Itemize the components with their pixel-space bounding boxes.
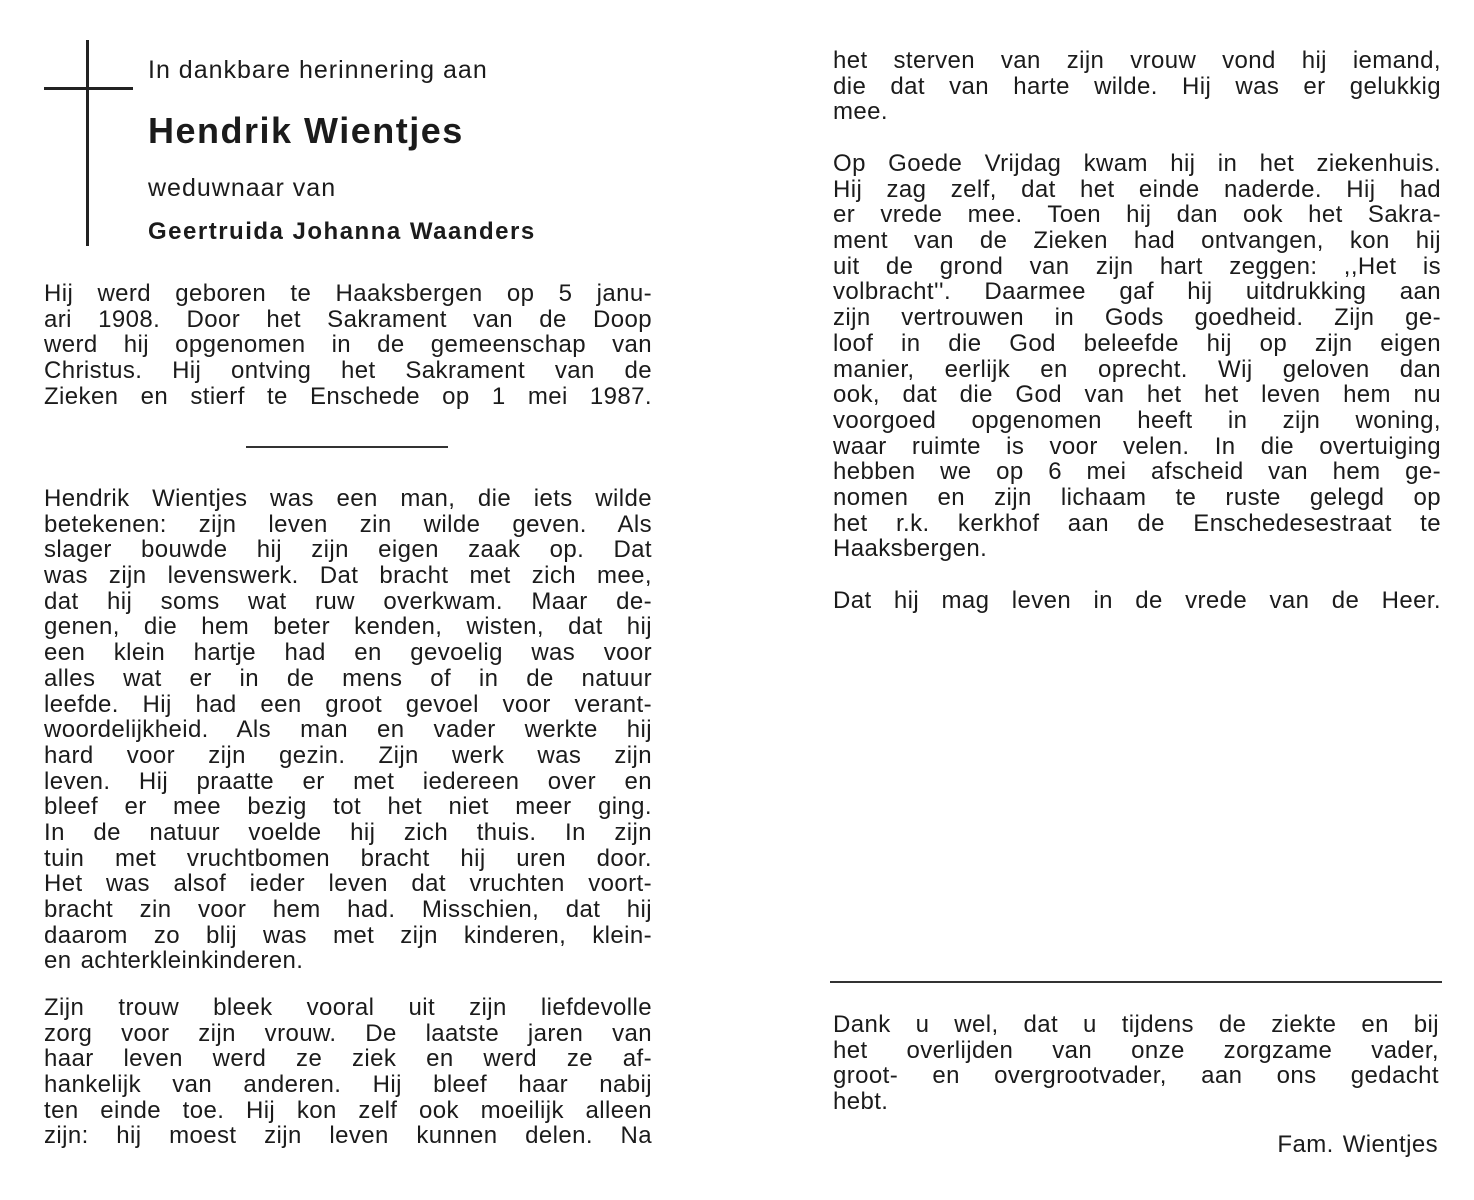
- text-line: het sterven van zijn vrouw vond hij iemand,: [833, 47, 1441, 74]
- text-line: Christus. Hij ontving het Sakrament van de: [44, 357, 652, 385]
- text-line: daarom zo blij was met zijn kinderen, klein-: [44, 921, 652, 949]
- signature-block: [1180, 1132, 1438, 1158]
- text-line: hebben we op 6 mei afscheid van hem ge-: [833, 458, 1441, 486]
- text-line: ari 1908. Door het Sakrament van de Doop: [44, 305, 652, 333]
- text-line: betekenen: zijn leven zin wilde geven. Als: [44, 510, 652, 538]
- text-line: en achterkleinkinderen.: [44, 947, 304, 975]
- family-signature: Fam. Wientjes: [1277, 1131, 1438, 1158]
- text-line: ten einde toe. Hij kon zelf ook moeilijk alleen: [44, 1096, 652, 1124]
- text-line: slager bouwde hij zijn eigen zaak op. Dat: [44, 536, 652, 564]
- text-line: volbracht''. Daarmee gaf hij uitdrukking aan: [833, 278, 1441, 306]
- cross-icon-bar: [44, 87, 133, 90]
- text-line: zijn: hij moest zijn leven kunnen delen. Na: [44, 1122, 652, 1150]
- text-line: Hij werd geboren te Haaksbergen op 5 janu-: [44, 280, 652, 307]
- text-line: uit de grond van zijn hart zeggen: ,,Het is: [833, 252, 1441, 280]
- text-line: er vrede mee. Toen hij dan ook het Sakra-: [833, 201, 1441, 229]
- text-line: voorgoed opgenomen heeft in zijn woning,: [833, 406, 1441, 434]
- life-paragraph: [44, 486, 652, 974]
- text-line: loof in die God beleefde hij op zijn eigen: [833, 329, 1441, 357]
- text-line: Zijn trouw bleek vooral uit zijn liefdevolle: [44, 994, 652, 1021]
- text-line: die dat van harte wilde. Hij was er gelukkig: [833, 72, 1441, 100]
- text-line: het overlijden van onze zorgzame vader,: [833, 1036, 1439, 1064]
- faithful-paragraph: [44, 995, 652, 1149]
- text-line: werd hij opgenomen in de gemeenschap van: [44, 331, 652, 359]
- text-line: Op Goede Vrijdag kwam hij in het ziekenhuis.: [833, 150, 1441, 177]
- text-line: leefde. Hij had een groot gevoel voor verant-: [44, 690, 652, 718]
- text-line: hard voor zijn gezin. Zijn werk was zijn: [44, 741, 652, 769]
- text-line: bracht zin voor hem had. Misschien, dat hij: [44, 896, 652, 923]
- text-line: hebt.: [833, 1088, 889, 1116]
- intro-text: In dankbare herinnering aan: [148, 56, 488, 84]
- spouse-name: Geertruida Johanna Waanders: [148, 218, 536, 245]
- text-line: nomen en zijn lichaam te ruste gelegd op: [833, 483, 1441, 511]
- text-line: zijn vertrouwen in Gods goedheid. Zijn ge-: [833, 304, 1441, 332]
- text-line: tuin met vruchtbomen bracht hij uren door.: [44, 844, 652, 872]
- text-line: manier, eerlijk en oprecht. Wij geloven dan: [833, 355, 1441, 383]
- blessing-paragraph: [833, 588, 1441, 614]
- thanks-paragraph: [833, 1012, 1439, 1115]
- deceased-name: Hendrik Wientjes: [148, 110, 464, 151]
- text-line: Zieken en stierf te Enschede op 1 mei 1987.: [44, 382, 652, 410]
- cross-icon: [86, 40, 89, 246]
- text-line: alles wat er in de mens of in de natuur: [44, 664, 652, 692]
- text-line: ook, dat die God van het het leven hem nu: [833, 381, 1441, 409]
- good-friday-paragraph: [833, 151, 1441, 562]
- text-line: In de natuur voelde hij zich thuis. In zijn: [44, 818, 652, 846]
- text-line: Hij zag zelf, dat het einde naderde. Hij had: [833, 175, 1441, 203]
- text-line: leven. Hij praatte er met iedereen over en: [44, 767, 652, 795]
- text-line: dat hij soms wat ruw overkwam. Maar de-: [44, 587, 652, 615]
- divider: [246, 446, 448, 448]
- continuation-paragraph: [833, 48, 1441, 125]
- birth-paragraph: [44, 281, 652, 409]
- text-line: hankelijk van anderen. Hij bleef haar nabij: [44, 1071, 652, 1099]
- text-line: zorg voor zijn vrouw. De laatste jaren van: [44, 1019, 652, 1047]
- text-line: groot- en overgrootvader, aan ons gedacht: [833, 1062, 1439, 1090]
- text-line: haar leven werd ze ziek en werd ze af-: [44, 1045, 652, 1073]
- text-line: ment van de Zieken had ontvangen, kon hij: [833, 227, 1441, 255]
- text-line: een klein hartje had en gevoelig was voor: [44, 639, 652, 667]
- text-line: mee.: [833, 98, 888, 126]
- text-line: het r.k. kerkhof aan de Enschedesestraat te: [833, 509, 1441, 537]
- text-line: Dank u wel, dat u tijdens de ziekte en bij: [833, 1011, 1439, 1038]
- widower-of-text: weduwnaar van: [148, 174, 337, 202]
- blessing-text: Dat hij mag leven in de vrede van de Heer.: [833, 587, 1441, 614]
- text-line: bleef er mee bezig tot het niet meer ging.: [44, 793, 652, 821]
- text-line: Hendrik Wientjes was een man, die iets wilde: [44, 485, 652, 512]
- text-line: woordelijkheid. Als man en vader werkte hij: [44, 716, 652, 744]
- text-line: Het was alsof ieder leven dat vruchten voort-: [44, 870, 652, 898]
- divider: [830, 981, 1442, 983]
- text-line: was zijn levenswerk. Dat bracht met zich mee,: [44, 562, 652, 590]
- text-line: genen, die hem beter kenden, wisten, dat hij: [44, 613, 652, 641]
- text-line: Haaksbergen.: [833, 535, 988, 563]
- text-line: waar ruimte is voor velen. In die overtuiging: [833, 432, 1441, 460]
